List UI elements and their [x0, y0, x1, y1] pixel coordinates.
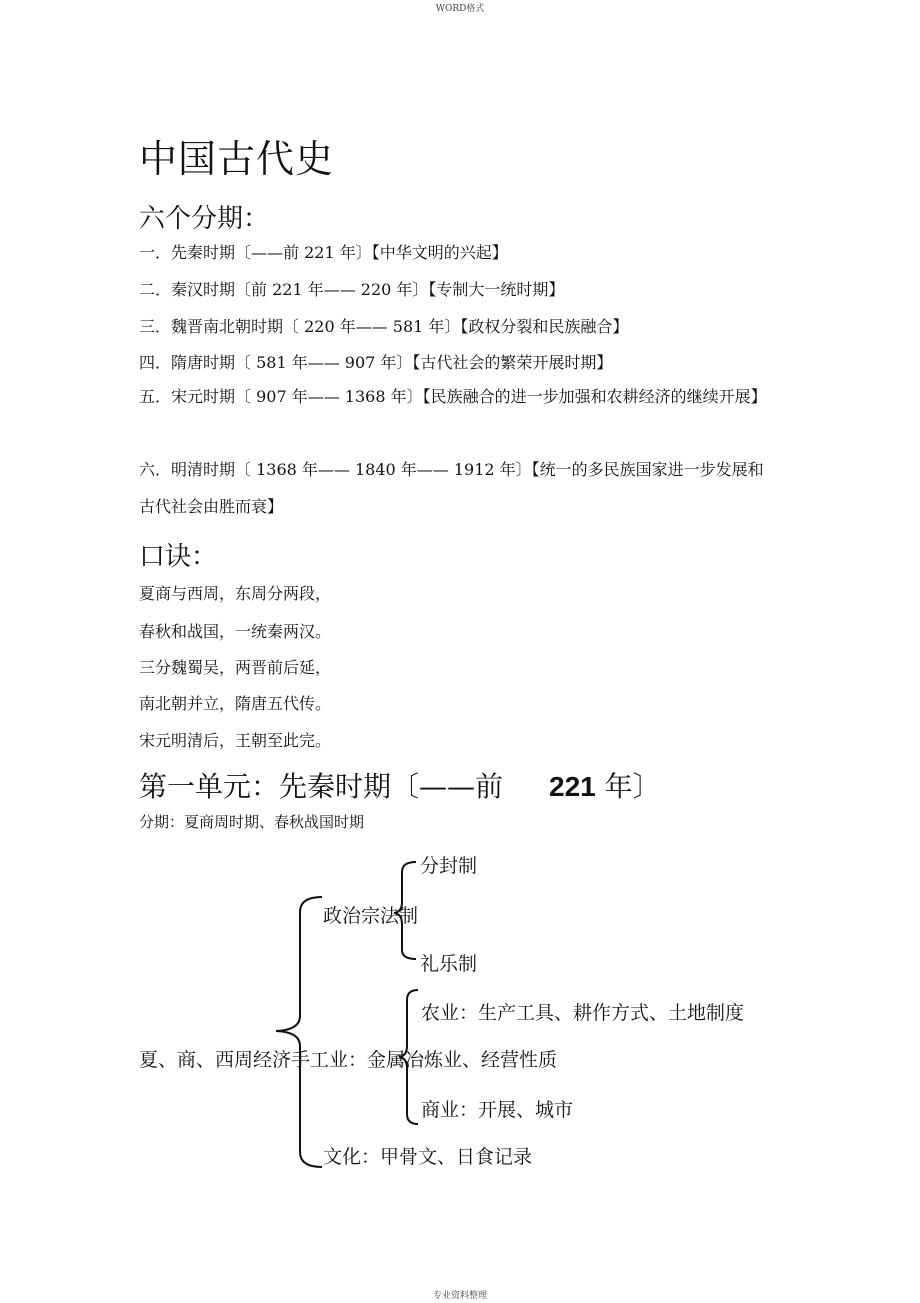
- period-item-3: 三．魏晋南北朝时期〔 220 年—— 581 年〕【政权分裂和民族融合】: [139, 317, 629, 336]
- period-item-6: 六．明清时期〔 1368 年—— 1840 年—— 1912 年〕【统一的多民族国家进一步发展和古代社会由胜而衰】: [139, 460, 764, 516]
- rhyme-line-4: 南北朝并立，隋唐五代传。: [139, 694, 332, 713]
- lile-label: 礼乐制: [420, 953, 478, 975]
- fenfeng-label: 分封制: [420, 855, 478, 877]
- period-item-5: 五．宋元时期〔 907 年—— 1368 年〕【民族融合的进一步加强和农耕经济的继续开展】: [139, 387, 767, 406]
- main-brace: [276, 897, 322, 1167]
- period-item-4: 四．隋唐时期〔 581 年—— 907 年〕【古代社会的繁荣开展时期】: [139, 353, 613, 372]
- period-item-1: 一．先秦时期〔——前 221 年〕【中华文明的兴起】: [139, 243, 508, 262]
- page-footer: 专业资料整理: [432, 1291, 487, 1301]
- unit-title-number: 221: [549, 771, 596, 802]
- rhyme-line-5: 宋元明清后，王朝至此完。: [139, 731, 332, 750]
- root-text: 夏、商、西周: [139, 1049, 254, 1071]
- handicraft-label: 手工业：金属冶炼业、经营性质: [291, 1049, 558, 1071]
- culture-label: 文化：甲骨文、日食记录: [323, 1146, 533, 1168]
- rhyme-line-1: 夏商与西周，东周分两段，: [139, 584, 332, 603]
- page-title: 中国古代史: [139, 137, 335, 181]
- periods-heading: 六个分期：: [139, 204, 270, 234]
- rhyme-line-2: 春秋和战国，一统秦两汉。: [139, 622, 332, 641]
- economy-label: 经济: [253, 1049, 292, 1071]
- unit-title-suffix: 年〕: [604, 770, 661, 803]
- unit-subtitle: 分期：夏商周时期、春秋战国时期: [139, 813, 365, 831]
- politics-label: 政治宗法制: [323, 905, 419, 927]
- rhyme-line-3: 三分魏蜀吴，两晋前后延，: [139, 658, 332, 677]
- root-label: [139, 1045, 557, 1072]
- rhyme-heading: 口诀：: [139, 542, 218, 572]
- period-item-2: 二．秦汉时期〔前 221 年—— 220 年〕【专制大一统时期】: [139, 280, 565, 299]
- agriculture-label: 农业：生产工具、耕作方式、土地制度: [421, 1002, 745, 1024]
- unit-title-text: 第一单元：先秦时期〔——前: [139, 770, 504, 803]
- commerce-label: 商业：开展、城市: [421, 1099, 574, 1121]
- page-header: WORD格式: [435, 4, 485, 14]
